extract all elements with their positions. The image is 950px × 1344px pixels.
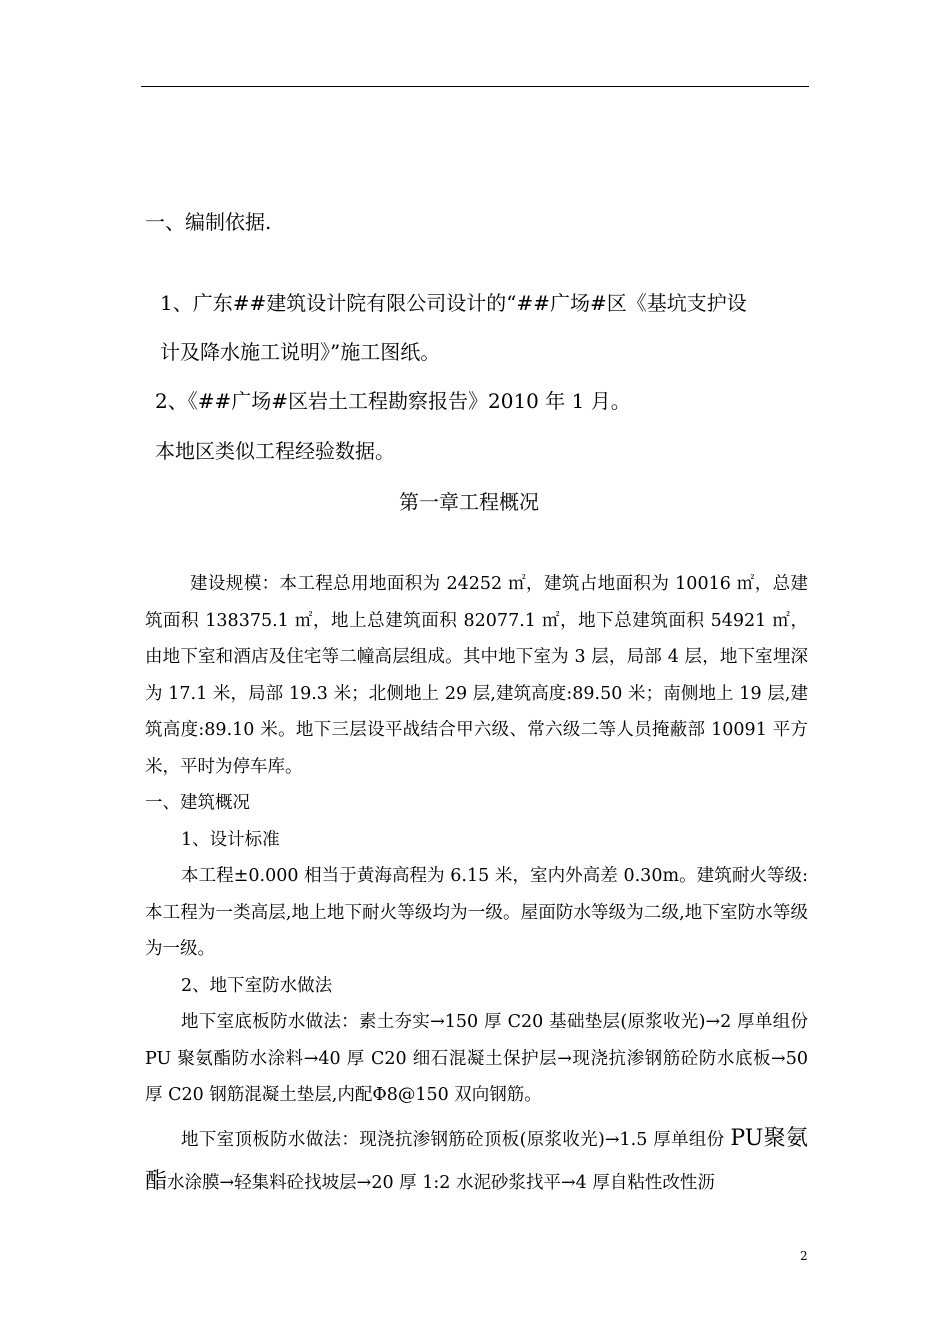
roof-waterproof-big: 聚氨酯 [145,1125,808,1194]
chapter-title: 第一章工程概况 [399,490,539,514]
page-number: 2 [800,1249,808,1263]
header-rule [141,86,809,87]
basis-item-1-line-1: 1、广东##建筑设计院有限公司设计的“##广场#区《基坑支护设 [160,291,747,315]
sub-1-paragraph: 本工程±0.000 相当于黄海高程为 6.15 米，室内外高差 0.30m。建筑耐火等级:本工程为一类高层,地上地下耐火等级均为一级。屋面防水等级为二级,地下室防水等级为一级。 [145,866,808,959]
sub-1-heading: 1、设计标准 [181,829,280,850]
roof-waterproof-paragraph [145,1118,808,1204]
floor-waterproof-paragraph: 地下室底板防水做法：素土夯实→150 厚 C20 基础垫层(原浆收光)→2 厚单组份 PU 聚氨酯防水涂料→40 厚 C20 细石混凝土保护层→现浇抗渗钢筋砼防水底板→50 厚 C20 钢筋混凝土垫层,内配Φ8@150 双向钢筋。 [145,1012,808,1105]
scale-paragraph: 建设规模：本工程总用地面积为 24252 ㎡，建筑占地面积为 10016 ㎡，总建筑面积 138375.1 ㎡，地上总建筑面积 82077.1 ㎡，地下总建筑面积 54921 ㎡，由地下室和酒店及住宅等二幢高层组成。其中地下室为 3 层，局部 4 层，地下室埋深为 17.1 米，局部 19.3 米；北侧地上 29 层,建筑高度:89.50 米；南侧地上 19 层,建筑高度:89.10 米。地下三层设平战结合甲六级、常六级二等人员掩蔽部 10091 平方米，平时为停车库。 [145,574,808,777]
basis-heading: 一、编制依据. [145,210,272,234]
sub-2-heading: 2、地下室防水做法 [181,975,333,996]
roof-waterproof-text-b: 水涂膜→轻集料砼找坡层→20 厚 1:2 水泥砂浆找平→4 厚自粘性改性沥 [167,1172,715,1193]
section-1-heading: 一、建筑概况 [145,793,250,813]
basis-item-1-line-2: 计及降水施工说明》”施工图纸。 [160,340,441,364]
roof-waterproof-text-a: 地下室顶板防水做法：现浇抗渗钢筋砼顶板(原浆收光)→1.5 厚单组份 [181,1129,731,1150]
basis-item-2: 2、《##广场#区岩土工程勘察报告》2010 年 1 月。 [155,389,631,413]
roof-waterproof-pu: PU [730,1125,764,1151]
overview-section [145,566,808,1204]
basis-item-3: 本地区类似工程经验数据。 [155,439,395,463]
